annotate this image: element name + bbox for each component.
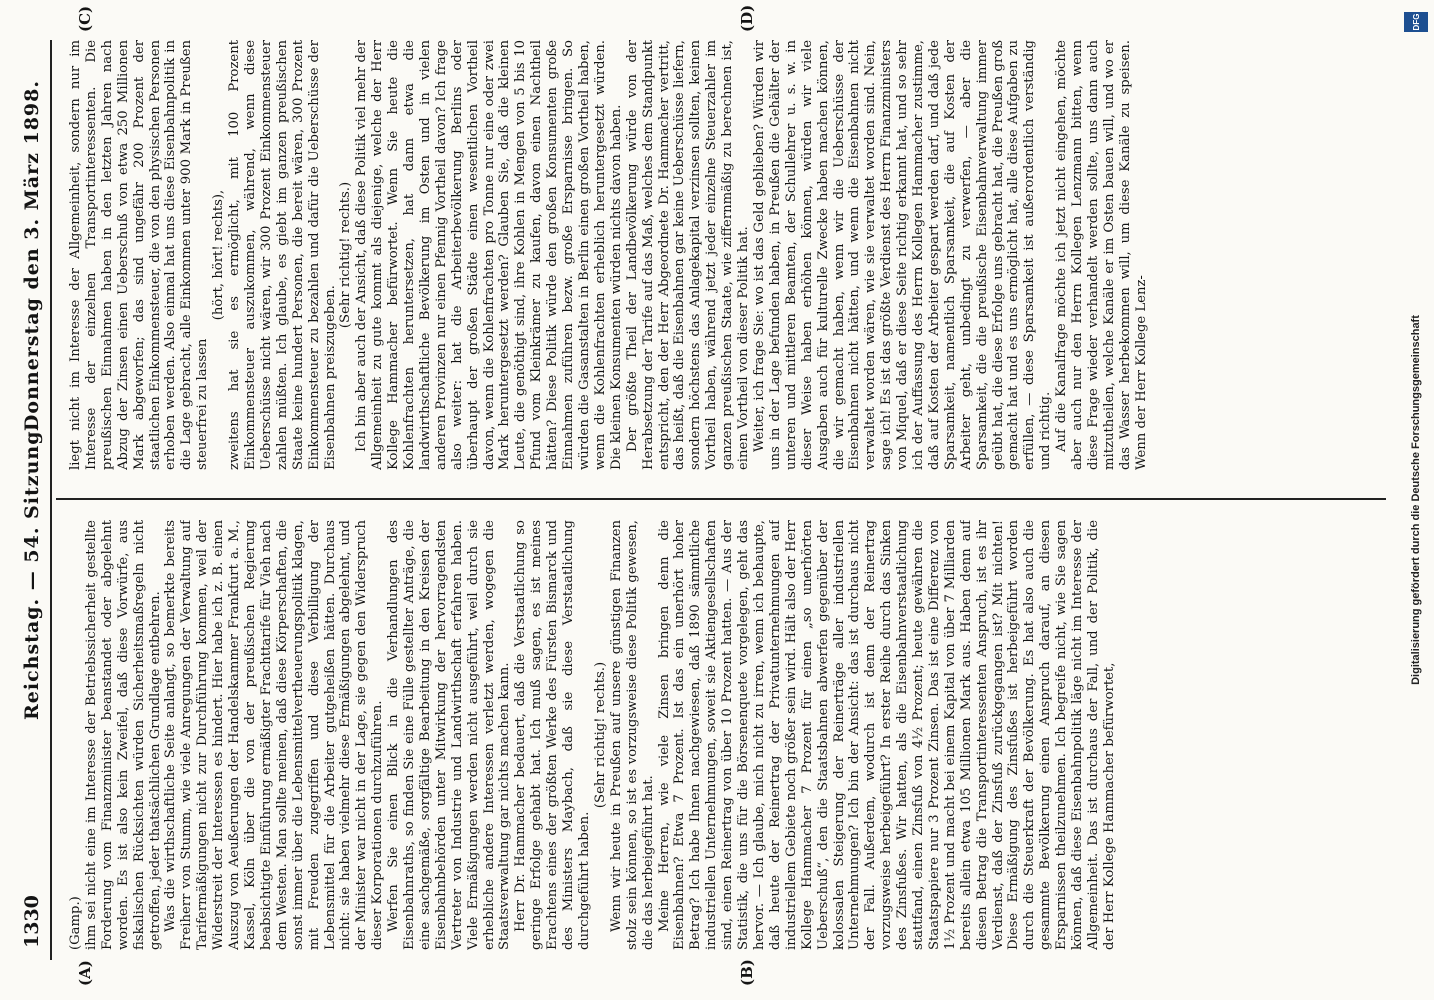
- paragraph: Weiter, ich frage Sie: wo ist das Geld geblieben? Würden wir uns in der Lage befunden haben, in Preußen die Gehälter der unteren und mittleren Beamten, der Schullehrer u. s. w. in dieser Weise haben erhöhen können, würden wir viele Ausgaben auch für kulturelle Zwecke haben machen können, die wir gemacht haben, wenn wir die Ueberschüsse der Eisenbahnen nicht hätten, und wenn die Eisenbahnen nicht verwaltet worden wären, wie sie verwaltet worden sind. Nein, sage ich! Es ist das größte Verdienst des Herrn Finanzministers von Miquel, daß er diese Seite richtig erkannt hat, und so sehr ich der Auffassung des Herrn Kollegen Hammacher zustimme, daß auf Kosten der Arbeiter gespart werden darf, und daß jede Sparsamkeit, namentlich Sparsamkeit, die auf Kosten der Arbeiter geht, unbedingt zu verwerfen, — aber die Sparsamkeit, die die preußische Eisenbahnverwaltung immer geübt hat, die diese Erfolge uns gebracht hat, die Preußen groß gemacht hat und es uns ermöglicht hat, alle diese Aufgaben zu erfüllen, — diese Sparsamkeit ist außerordentlich verständig und richtig.: [751, 40, 1054, 470]
- paragraph: Herr Dr. Hammacher bedauert, daß die Verstaatlichung so geringe Erfolge gehabt hat. Ich muß sagen, es ist meines Erachtens eines der größten Werke des Fürsten Bismarck und des Ministers Maybach, daß sie diese Verstaatlichung durchgeführt haben.: [513, 520, 592, 950]
- applause-note: (Sehr richtig! rechts.): [592, 661, 608, 809]
- paragraph: Werfen Sie einen Blick in die Verhandlungen des Eisenbahnraths, so finden Sie eine Fülle gestellter Anträge, die eine sachgemäße, sorgfältige Bearbeitung in den Kreisen der Eisenbahnbehörden unter Mitwirkung der hervorragendsten Vertreter von Industrie und Landwirthschaft erfahren haben. Viele Ermäßigungen werden nicht ausgeführt, weil durch sie erhebliche andere Interessen verletzt werden, wogegen die Staatsverwaltung gar nichts machen kann.: [386, 520, 513, 950]
- paragraph: zweitens hat sie es ermöglicht, mit 100 Prozent Einkommensteuer auszukommen, während, wenn diese Ueberschüsse nicht wären, wir 300 Prozent Einkommensteuer zahlen müßten. Ich glaube, es giebt im ganzen preußischen Staate keine hundert Personen, die bereit wären, 300 Prozent Einkommensteuer zu bezahlen und dafür die Ueberschüsse der Eisenbahnen preiszugeben.: [227, 40, 338, 470]
- paragraph: ihm sei nicht eine im Interesse der Betriebssicherheit gestellte Forderung vom Finanzminister beanstandet oder abgelehnt worden. Es ist also kein Zweifel, daß diese Vorwürfe, aus fiskalischen Rücksichten würden Sicherheitsmaßregeln nicht getroffen, jeder thatsächlichen Grundlage entbehren.: [83, 520, 163, 950]
- paragraph: Ich bin aber auch der Ansicht, daß diese Politik viel mehr der Allgemeinheit zu gute kommt als diejenige, welche der Herr Kollege Hammacher befürwortet. Wenn Sie heute die Kohlenfrachten heruntersetzen, hat dann etwa die landwirthschaftliche Bevölkerung im Osten und in vielen anderen Provinzen nur einen Pfennig Vortheil davon? Ich frage also weiter: hat die Arbeiterbevölkerung Berlins oder überhaupt der großen Städte einen wesentlichen Vortheil davon, wenn die Kohlenfrachten pro Tonne nur eine oder zwei Mark heruntergesetzt werden? Glauben Sie, daß die kleinen Leute, die genöthigt sind, ihre Kohlen in Mengen von 5 bis 10 Pfund vom Kleinkrämer zu kaufen, davon einen Nachtheil hätten? Diese Politik würde den großen Konsumenten große Einnahmen zuführen bezw. große Ersparnisse bringen. So würden die Gasanstalten in Berlin einen großen Vortheil haben, wenn die Kohlenfrachten erheblich heruntergesetzt würden. Die kleinen Konsumenten würden nichts davon haben.: [354, 40, 624, 470]
- digitization-credit: Digitalisierung gefördert durch die Deutsche Forschungsgemeinschaft: [1410, 315, 1422, 685]
- session-date: Donnerstag den 3. März 1898.: [21, 80, 43, 432]
- right-column: [68, 40, 1378, 470]
- digitization-sidebar: [1398, 0, 1434, 1000]
- speaker-name: (Gamp.): [68, 896, 83, 950]
- paragraph: Auf die Kanalfrage möchte ich jetzt nicht eingehen, möchte aber auch nur den Herrn Kollegen Lenzmann bitten, wenn diese Frage wieder verhandelt werden sollte, uns dann auch mitzutheilen, welche Kanäle er im Osten bauen will, und wo er das Wasser herbekommen will, um diese Kanäle zu speisen. Wenn der Herr Kollege Lenz-: [1054, 40, 1149, 470]
- left-column: [68, 520, 1378, 950]
- page-header: [14, 40, 52, 960]
- applause-note: (hört, hört! rechts),: [211, 189, 227, 321]
- margin-marker-c: (C): [76, 5, 94, 32]
- paragraph: liegt nicht im Interesse der Allgemeinheit, sondern nur im Interesse der einzelnen Transportinteressenten. Die preußischen Einnahmen haben in den letzten Jahren nach Abzug der Zinsen einen Ueberschuß von etwa 250 Millionen Mark abgeworfen; das sind ungefähr 200 Prozent der staatlichen Einkommensteuer, die von den physischen Personen erhoben werden. Also einmal hat uns diese Eisenbahnpolitik in die Lage gebracht, alle Einkommen unter 900 Mark in Preußen steuerfrei zu lassen: [68, 40, 211, 470]
- margin-marker-a: (A): [76, 960, 94, 986]
- session-title: Reichstag. — 54. Sitzung.: [21, 422, 43, 720]
- margin-marker-b: (B): [738, 959, 756, 986]
- column-divider: [56, 498, 1386, 500]
- paragraph: Meine Herren, wie viele Zinsen bringen denn die Eisenbahnen? Etwa 7 Prozent. Ist das ein unerhört hoher Betrag? Ich habe Ihnen nachgewiesen, daß 1890 sämmtliche industriellen Unternehmungen, soweit sie Aktiengesellschaften sind, einen Reinertrag von über 10 Prozent hatten. — Aus der Statistik, die uns für die Börsenenquete vorgelegen, geht das hervor. — Ich glaube, mich nicht zu irren, wenn ich behaupte, daß heute der Reinertrag der Privatunternehmungen auf industriellem Gebiete noch größer sein wird. Hält also der Herr Kollege Hammacher 7 Prozent für einen „so unerhörten Ueberschuß“, den die Staatsbahnen abwerfen gegenüber der kolossalen Steigerung der Reinerträge aller industriellen Unternehmungen? Ich bin der Ansicht: das ist durchaus nicht der Fall. Außerdem, wodurch ist denn der Reinertrag vorzugsweise herbeigeführt? In erster Reihe durch das Sinken des Zinsfußes. Wir hatten, als die Eisenbahnverstaatlichung stattfand, einen Zinsfuß von 4½ Prozent; heute gewähren die Staatspapiere nur 3 Prozent Zinsen. Das ist eine Differenz von 1½ Prozent und macht bei einem Kapital von über 7 Milliarden bereits allein etwa 105 Millionen Mark aus. Haben denn auf diesen Betrag die Transportinteressenten Anspruch, ist es ihr Verdienst, daß der Zinsfuß zurückgegangen ist? Mit nichten! Diese Ermäßigung des Zinsfußes ist herbeigeführt worden durch die Steuerkraft der Bevölkerung. Es hat also auch die gesammte Bevölkerung einen Anspruch darauf, an diesen Ersparnissen theilzunehmen. Ich begreife nicht, wie Sie sagen können, daß diese Eisenbahnpolitik läge nicht im Interesse der Allgemeinheit. Das ist durchaus der Fall, und der Politik, die der Herr Kollege Hammacher befürwortet,: [656, 520, 1117, 950]
- paragraph: Der größte Theil der Landbevölkerung würde von der Herabsetzung der Tarife auf das Maß, welches dem Standpunkt entspricht, den der Herr Abgeordnete Dr. Hammacher vertritt, das heißt, daß die Eisenbahnen gar keine Ueberschüsse liefern, sondern höchstens das Anlagekapital verzinsen sollten, keinen Vortheil haben, während jetzt jeder einzelne Steuerzahler im ganzen preußischen Staate, wie ziffernmäßig zu berechnen ist, einen Vortheil von dieser Politik hat.: [624, 40, 752, 470]
- margin-marker-d: (D): [738, 4, 756, 32]
- page-number: 1330: [21, 895, 43, 948]
- paragraph: Wenn wir heute in Preußen auf unsere günstigen Finanzen stolz sein können, so ist es vorzugsweise diese Politik gewesen, die das herbeigeführt hat.: [608, 520, 656, 950]
- paragraph: Was die wirthschaftliche Seite anlangt, so bemerkte bereits Freiherr von Stumm, wie viele Anregungen der Verwaltung auf Tarifermäßigungen nicht zur Durchführung kommen, weil der Widerstreit der Interessen es hindert. Hier habe ich z. B. einen Auszug von Aeußerungen der Handelskammer Frankfurt a. M., Kassel, Köln über die von der preußischen Regierung beabsichtigte Einführung ermäßigter Frachttarife für Vieh nach dem Westen. Man sollte meinen, daß diese Körperschaften, die sonst immer über die Lebensmittelvertheuerungspolitik klagen, mit Freuden zugegriffen und diese Verbilligung der Lebensmittel für die Arbeiter gutgeheißen hätten. Durchaus nicht: sie haben vielmehr diese Ermäßigungen abgelehnt, und der Minister war nicht in der Lage, sie gegen den Widerspruch dieser Korporationen durchzuführen.: [163, 520, 386, 950]
- dfg-logo: DFG: [1404, 12, 1428, 32]
- applause-note: (Sehr richtig! rechts.): [338, 181, 354, 329]
